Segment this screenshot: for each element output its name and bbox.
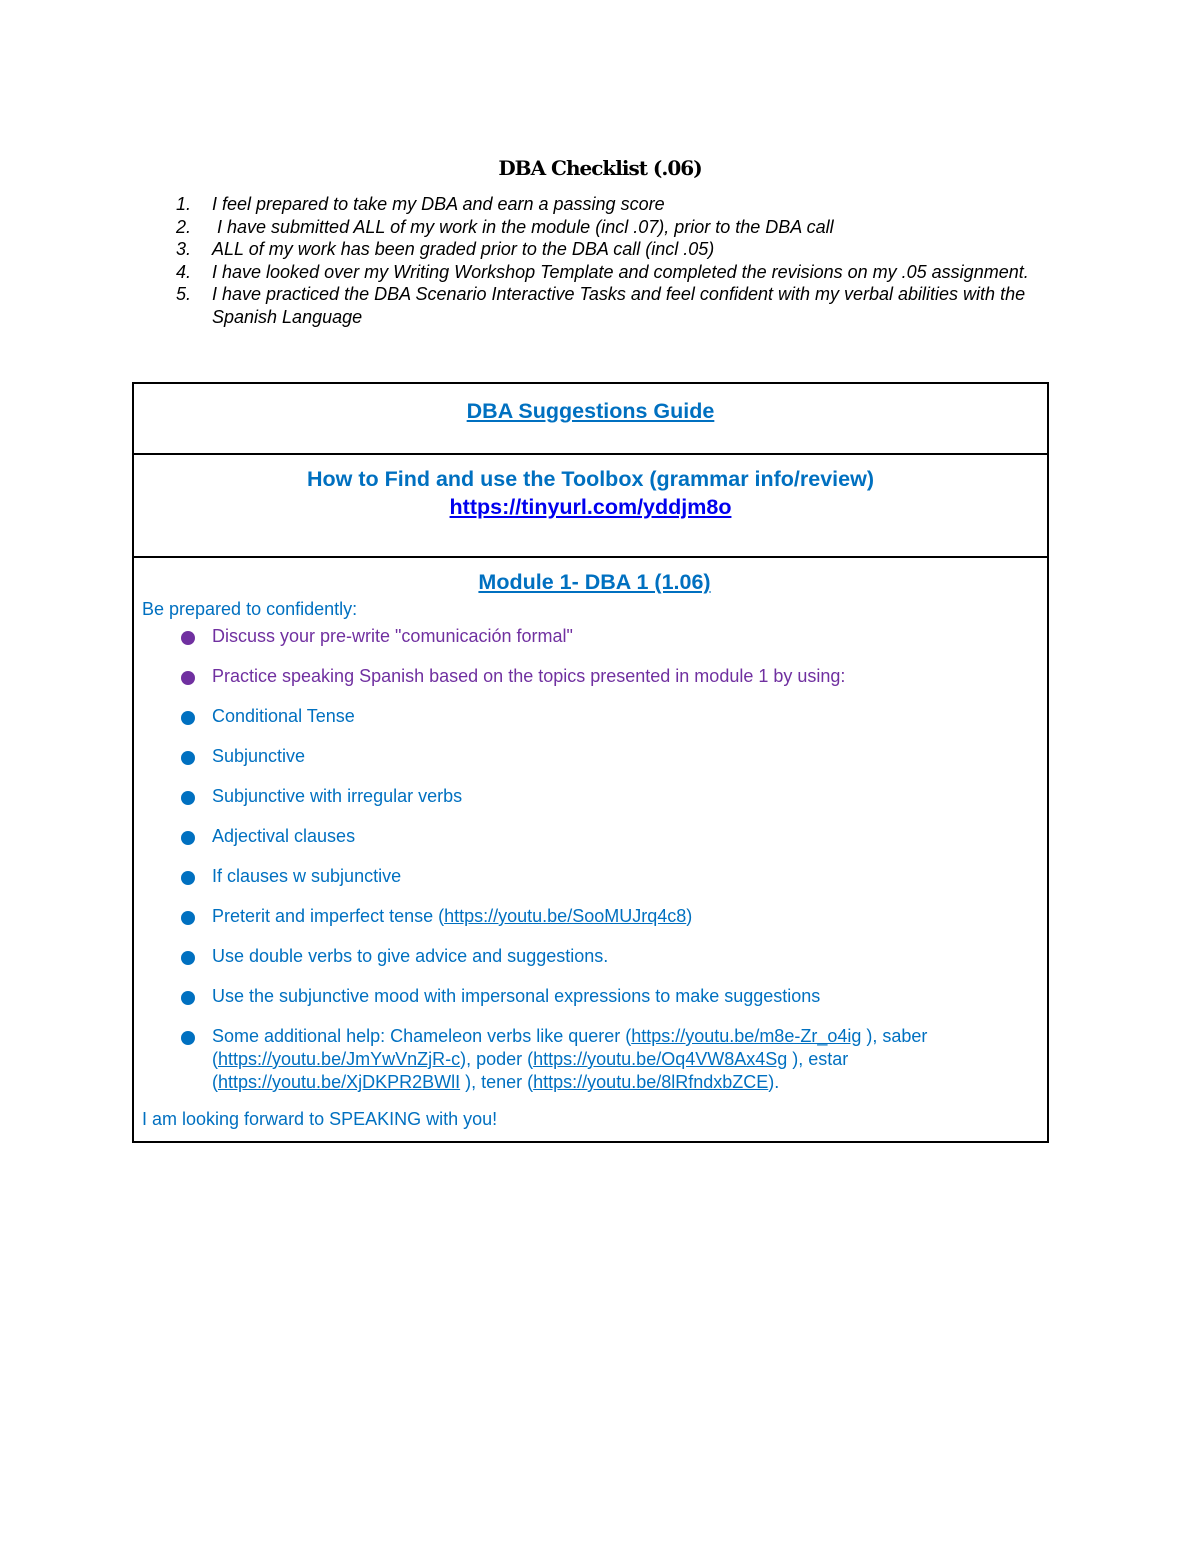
bullet-icon — [181, 991, 195, 1005]
item-text: ), saber ( — [212, 1026, 928, 1069]
item-text: Use double verbs to give advice and suggestions. — [212, 946, 609, 966]
closing-text: I am looking forward to SPEAKING with you! — [142, 1109, 498, 1129]
item-text: I have submitted ALL of my work in the module (incl .07), prior to the DBA call — [212, 216, 834, 237]
list-item — [142, 705, 1047, 728]
bullet-icon — [181, 911, 195, 925]
tener-link[interactable]: https://youtu.be/8lRfndxbZCE — [533, 1072, 769, 1092]
toolbox-cell — [134, 455, 1047, 558]
checklist-item — [176, 283, 1056, 328]
item-number: 3. — [176, 239, 192, 259]
item-text: I feel prepared to take my DBA and earn a passing score — [212, 194, 665, 214]
querer-link[interactable]: https://youtu.be/m8e-Zr_o4ig — [631, 1026, 862, 1046]
list-item — [142, 825, 1047, 848]
estar-link[interactable]: https://youtu.be/XjDKPR2BWlI — [218, 1072, 461, 1092]
item-text: If clauses w subjunctive — [212, 866, 402, 886]
bullet-icon — [181, 631, 195, 645]
list-item — [142, 665, 1047, 688]
item-number: 5. — [176, 284, 192, 304]
checklist-item — [176, 216, 1056, 239]
checklist-item — [176, 261, 1056, 284]
item-text: ALL of my work has been graded prior to the DBA call (incl .05) — [212, 239, 715, 259]
item-text: ), estar ( — [212, 1049, 849, 1092]
list-item — [142, 745, 1047, 768]
item-text: Adjectival clauses — [212, 826, 356, 846]
toolbox-link[interactable]: https://tinyurl.com/yddjm8o — [449, 495, 732, 519]
checklist-item — [176, 238, 1056, 261]
module-heading: Module 1- DBA 1 (1.06) — [478, 570, 711, 594]
bullet-icon — [181, 871, 195, 885]
bullet-icon — [181, 671, 195, 685]
item-text: Use the subjunctive mood with impersonal expressions to make suggestions — [212, 986, 821, 1006]
checklist-item — [176, 193, 1056, 216]
item-text: Subjunctive — [212, 746, 306, 766]
item-text: Subjunctive with irregular verbs — [212, 786, 463, 806]
module-cell — [134, 558, 1047, 1141]
item-number: 1. — [176, 194, 192, 214]
poder-link[interactable]: https://youtu.be/Oq4VW8Ax4Sg — [533, 1049, 788, 1069]
saber-link[interactable]: https://youtu.be/JmYwVnZjR-c — [218, 1049, 461, 1069]
item-text: Some additional help: Chameleon verbs like querer ( — [212, 1026, 632, 1046]
list-item — [142, 625, 1047, 648]
item-text: ), poder ( — [460, 1049, 534, 1069]
bullet-icon — [181, 1031, 195, 1045]
topic-list — [142, 625, 1047, 1094]
item-text: Discuss your pre-write "comunicación formal" — [212, 626, 573, 646]
item-text: ), tener ( — [460, 1072, 534, 1092]
bullet-icon — [181, 791, 195, 805]
page-title: DBA Checklist (.06) — [498, 156, 702, 180]
list-item — [142, 865, 1047, 888]
item-text: I have practiced the DBA Scenario Interactive Tasks and feel confident with my verbal abilities with the Spanish Language — [212, 284, 1026, 327]
item-number: 2. — [176, 216, 192, 237]
checklist — [176, 193, 1056, 328]
suggestions-guide-table — [132, 382, 1049, 1143]
list-item — [142, 785, 1047, 808]
list-item — [142, 1025, 1047, 1094]
list-item — [142, 985, 1047, 1008]
toolbox-heading: How to Find and use the Toolbox (grammar info/review) — [307, 467, 874, 491]
bullet-icon — [181, 711, 195, 725]
guide-heading[interactable]: DBA Suggestions Guide — [466, 399, 715, 423]
list-item — [142, 945, 1047, 968]
item-text: Preterit and imperfect tense ( — [212, 906, 445, 926]
intro-text: Be prepared to confidently: — [142, 599, 358, 619]
item-number: 4. — [176, 261, 192, 282]
item-text: ). — [768, 1072, 780, 1092]
guide-heading-cell — [134, 384, 1047, 455]
item-text: I have looked over my Writing Workshop Template and completed the revisions on my .05 assignment. — [212, 261, 1029, 282]
video-link[interactable]: https://youtu.be/SooMUJrq4c8 — [444, 906, 687, 926]
bullet-icon — [181, 831, 195, 845]
item-text: ) — [686, 906, 693, 926]
bullet-icon — [181, 951, 195, 965]
item-text: Conditional Tense — [212, 706, 355, 726]
list-item — [142, 905, 1047, 928]
item-text: Practice speaking Spanish based on the topics presented in module 1 by using: — [212, 666, 846, 686]
bullet-icon — [181, 751, 195, 765]
